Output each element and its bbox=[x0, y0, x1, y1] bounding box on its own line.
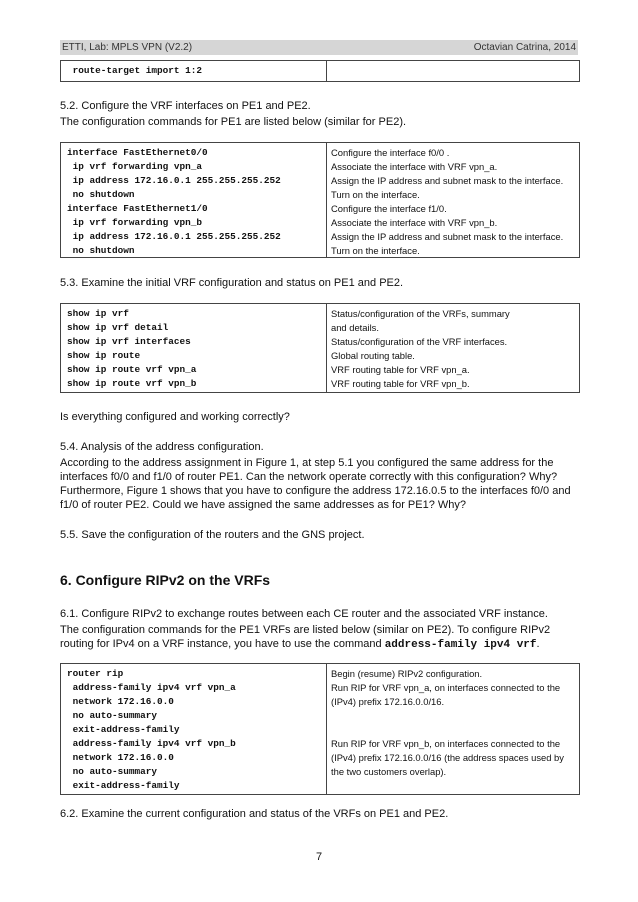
command-cell: interface FastEthernet0/0 ip vrf forwarding vpn_a ip address 172.16.0.1 255.255.255.252 no shutdown interface FastEthernet1/0 ip vrf forwarding vpn_b ip address 172.16.0.1 255.255.255.252 no shutdown bbox=[61, 143, 327, 257]
header-right: Octavian Catrina, 2014 bbox=[473, 42, 576, 53]
section-5-2-intro: The configuration commands for PE1 are listed below (similar for PE2). bbox=[60, 116, 407, 128]
page-number: 7 bbox=[315, 851, 323, 863]
vrf-status-table bbox=[60, 303, 580, 393]
section-5-4-paragraph-2: Furthermore, Figure 1 shows that you have to configure the address 172.16.0.5 to the interfaces f0/0 and f1/0 of router PE2. Could we have assigned the same addresses as for PE1? Why? bbox=[60, 485, 571, 511]
section-5-2-title: 5.2. Configure the VRF interfaces on PE1 and PE2. bbox=[60, 100, 311, 112]
description-cell: Status/configuration of the VRFs, summary and details. Status/configuration of the VRF interfaces. Global routing table. VRF routing table for VRF vpn_a. VRF routing table for VRF vpn_b. bbox=[331, 308, 510, 389]
section-6-1-paragraph bbox=[60, 623, 580, 652]
header-left: ETTI, Lab: MPLS VPN (V2.2) bbox=[62, 42, 193, 53]
description-cell: Begin (resume) RIPv2 configuration. Run RIP for VRF vpn_a, on interfaces connected to the (IPv4) prefix 172.16.0.0/16. Run RIP for VRF vpn_b, on interfaces connected to the (IPv4) prefix 172.16.0.0/16 (the address spaces used by the two customers overlap). bbox=[331, 668, 564, 777]
description-cell bbox=[327, 61, 579, 81]
inline-command: address-family ipv4 vrf bbox=[384, 639, 537, 651]
command-cell: router rip address-family ipv4 vrf vpn_a network 172.16.0.0 no auto-summary exit-address-family address-family ipv4 vrf vpn_b network 172.16.0.0 no auto-summary exit-address-family bbox=[61, 664, 327, 794]
section-6-heading: 6. Configure RIPv2 on the VRFs bbox=[60, 572, 271, 588]
section-5-3-title: 5.3. Examine the initial VRF configuration and status on PE1 and PE2. bbox=[60, 277, 404, 289]
section-6-1-text: The configuration commands for the PE1 VRFs are listed below (similar on PE2). To configure RIPv2 routing for IPv4 on a VRF instance, you have to use the command bbox=[60, 624, 551, 650]
section-5-4-paragraph-1: According to the address assignment in Figure 1, at step 5.1 you configured the same address for the interfaces f0/0 and f1/0 of router PE1. Can the network operate correctly with this configuration? Why? bbox=[60, 457, 558, 483]
description-cell: Configure the interface f0/0 . Associate the interface with VRF vpn_a. Assign the IP address and subnet mask to the interface. Turn on the interface. Configure the interface f1/0. Associate the interface with VRF vpn_b. Assign the IP address and subnet mask to the interface. Turn on the interface. bbox=[331, 147, 564, 256]
command-cell: route-target import 1:2 bbox=[61, 61, 327, 81]
vrf-interfaces-table bbox=[60, 142, 580, 258]
section-5-4-title: 5.4. Analysis of the address configuration. bbox=[60, 441, 264, 453]
sentence-end: . bbox=[536, 638, 540, 650]
question-text: Is everything configured and working correctly? bbox=[60, 411, 290, 423]
section-5-5-title: 5.5. Save the configuration of the routers and the GNS project. bbox=[60, 529, 365, 541]
command-cell: show ip vrf show ip vrf detail show ip vrf interfaces show ip route show ip route vrf vpn_a show ip route vrf vpn_b bbox=[61, 304, 327, 392]
rip-config-table bbox=[60, 663, 580, 795]
page-header bbox=[60, 40, 578, 55]
section-6-1-title: 6.1. Configure RIPv2 to exchange routes between each CE router and the associated VRF instance. bbox=[60, 608, 548, 620]
route-target-table bbox=[60, 60, 580, 82]
section-6-2-title: 6.2. Examine the current configuration and status of the VRFs on PE1 and PE2. bbox=[60, 808, 449, 820]
